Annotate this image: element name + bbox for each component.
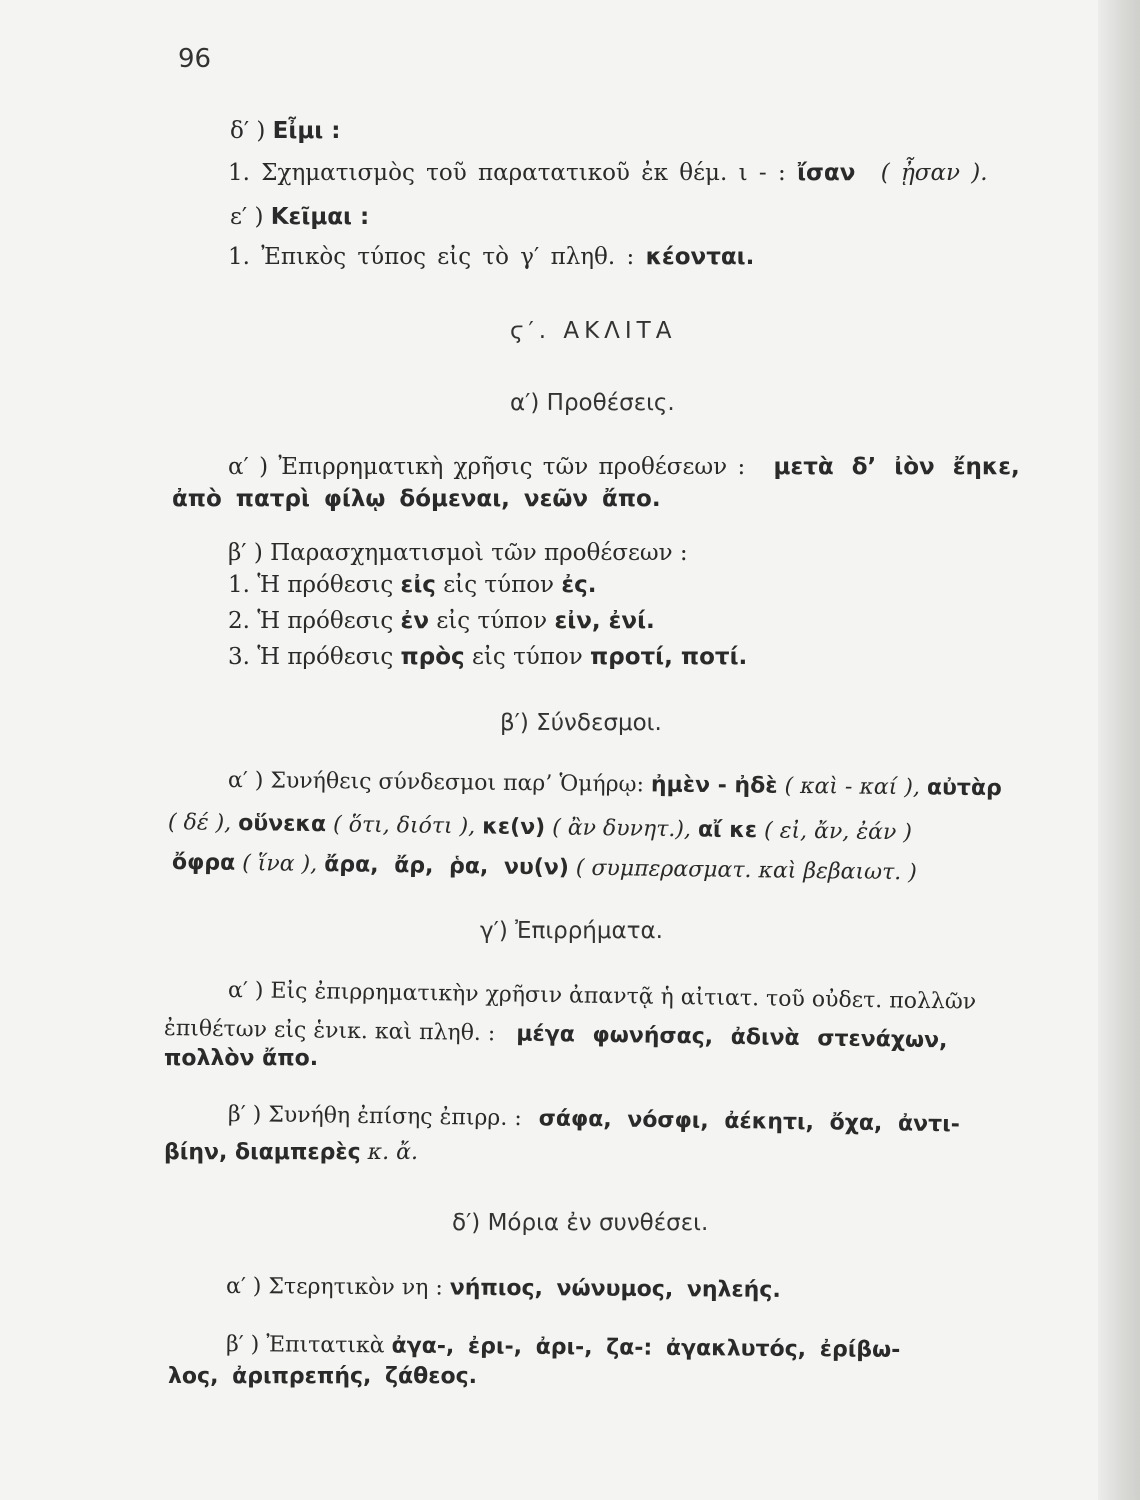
epirrimata-a-line2: ἐπιθέτων εἰς ἑνικ. καὶ πληθ. : μέγα φωνήσας, ἀδινὰ στενάχων, <box>163 1016 948 1054</box>
eimi-item-1: 1. Σχηματισμὸς τοῦ παρατατικοῦ ἐκ θέμ. ι - : ἴσαν ( ᾖσαν ). <box>228 160 988 186</box>
section-keimai-heading: ε′ ) Κεῖμαι : <box>230 204 370 230</box>
syndesmoi-a-line2: ( δέ ), οὕνεκα ( ὅτι, διότι ), κε(ν) ( ἂν δυνητ.), αἴ κε ( εἰ, ἄν, ἐάν ) <box>167 810 913 846</box>
moria-b-line2: λος, ἀριπρεπής, ζάθεος. <box>168 1364 478 1389</box>
epirrimata-b-line1: β′ ) Συνήθη ἐπίσης ἐπιρρ. : σάφα, νόσφι, ἀέκητι, ὄχα, ἀντι- <box>227 1102 961 1138</box>
prothesis-heading: α′) Προθέσεις. <box>510 390 675 416</box>
prothesis-a-line2: ἀπὸ πατρὶ φίλῳ δόμεναι, νεῶν ἄπο. <box>172 486 661 512</box>
prothesis-b3: 3. Ἡ πρόθεσις πρὸς εἰς τύπον προτί, ποτί. <box>228 644 748 670</box>
akliton-title: ϛ′. ΑΚΛΙΤΑ <box>510 318 677 344</box>
moria-heading: δ′) Μόρια ἐν συνθέσει. <box>452 1210 709 1236</box>
section-eimi-heading: δ′ ) Εἶμι : <box>230 118 341 144</box>
headword-eimi: Εἶμι : <box>272 118 341 144</box>
prothesis-a-line1: α′ ) Ἐπιρρηματικὴ χρῆσις τῶν προθέσεων : μετὰ δ’ ἰὸν ἔηκε, <box>228 454 1020 480</box>
syndesmoi-a-line3: ὄφρα ( ἵνα ), ἄρα, ἄρ, ῥα, νυ(ν) ( συμπερασματ. καὶ βεβαιωτ. ) <box>171 850 917 886</box>
prothesis-b2: 2. Ἡ πρόθεσις ἐν εἰς τύπον εἰν, ἐνί. <box>228 608 655 634</box>
page-edge <box>1098 0 1140 1500</box>
prothesis-b-heading: β′ ) Παρασχηματισμοὶ τῶν προθέσεων : <box>228 540 688 566</box>
keimai-item-1: 1. Ἐπικὸς τύπος εἰς τὸ γ′ πληθ. : κέονται. <box>228 244 755 270</box>
syndesmoi-a-line1: α′ ) Συνήθεις σύνδεσμοι παρ’ Ὁμήρῳ: ἠμὲν - ἠδὲ ( καὶ - καί ), αὐτὰρ <box>227 768 1002 802</box>
epirrimata-heading: γ′) Ἐπιρρήματα. <box>480 918 663 944</box>
moria-b-line1: β′ ) Ἐπιτατικὰ ἀγα-, ἐρι-, ἀρι-, ζα-: ἀγακλυτός, ἐρίβω- <box>225 1332 901 1363</box>
moria-a: α′ ) Στερητικὸν νη : νήπιος, νώνυμος, νηλεής. <box>225 1274 781 1303</box>
epirrimata-a-line1: α′ ) Εἰς ἐπιρρηματικὴν χρῆσιν ἀπαντᾷ ἡ αἰτιατ. τοῦ οὐδετ. πολλῶν <box>227 978 977 1015</box>
headword-keimai: Κεῖμαι : <box>270 204 370 230</box>
syndesmoi-heading: β′) Σύνδεσμοι. <box>500 710 662 736</box>
prothesis-b1: 1. Ἡ πρόθεσις εἰς εἰς τύπον ἐς. <box>228 572 597 598</box>
epirrimata-b-line2: βίην, διαμπερὲς κ. ἄ. <box>164 1140 418 1165</box>
page-number: 96 <box>178 44 212 74</box>
epirrimata-a-line3: πολλὸν ἄπο. <box>164 1046 319 1071</box>
